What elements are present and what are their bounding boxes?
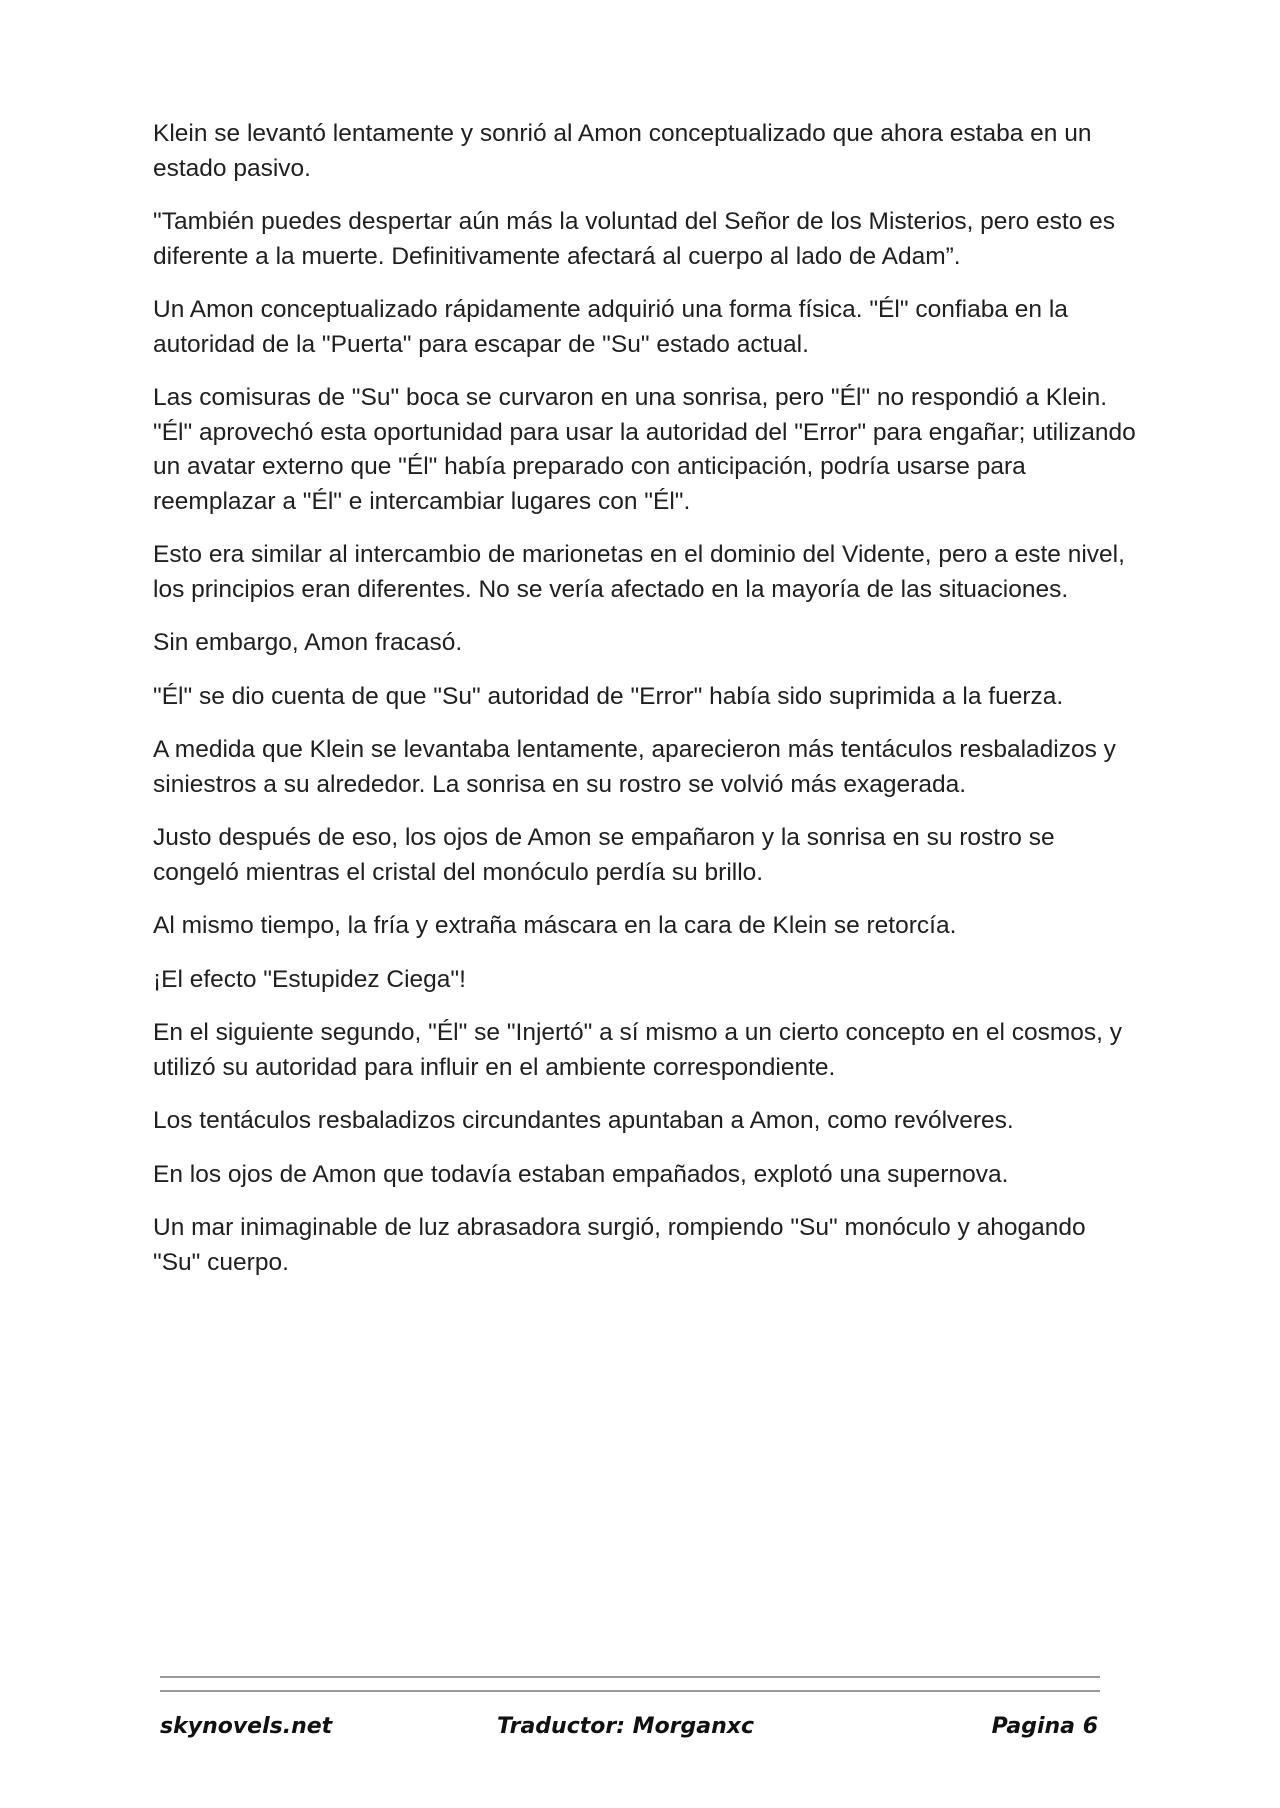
paragraph: Las comisuras de "Su" boca se curvaron en una sonrisa, pero "Él" no respondió a Klein. "Él" aprovechó esta oportunidad para usar la autoridad del "Error" para engañar; utilizando un avatar externo que "Él" había preparado con anticipación, podría usarse para reemplazar a "Él" e intercambiar lugares con "Él". bbox=[153, 384, 1136, 515]
footer-divider-top bbox=[160, 1676, 1100, 1678]
paragraph: "Él" se dio cuenta de que "Su" autoridad de "Error" había sido suprimida a la fuerza. bbox=[153, 682, 1064, 710]
paragraph: Justo después de eso, los ojos de Amon se empañaron y la sonrisa en su rostro se congeló mientras el cristal del monóculo perdía su brillo. bbox=[153, 824, 1055, 886]
paragraph: ¡El efecto "Estupidez Ciega"! bbox=[153, 965, 466, 993]
footer-translator: Traductor: Morganxc bbox=[497, 1714, 755, 1739]
paragraph: Un Amon conceptualizado rápidamente adquirió una forma física. "Él" confiaba en la autoridad de la "Puerta" para escapar de "Su" estado actual. bbox=[153, 296, 1068, 358]
footer-divider-bottom bbox=[160, 1690, 1100, 1692]
paragraph: Un mar inimaginable de luz abrasadora surgió, rompiendo "Su" monóculo y ahogando "Su" cuerpo. bbox=[153, 1214, 1086, 1276]
chapter-body bbox=[153, 117, 1138, 1299]
footer-site: skynovels.net bbox=[160, 1714, 333, 1739]
paragraph: Esto era similar al intercambio de marionetas en el dominio del Vidente, pero a este nivel, los principios eran diferentes. No se vería afectado en la mayoría de las situaciones. bbox=[153, 541, 1125, 603]
paragraph: Klein se levantó lentamente y sonrió al Amon conceptualizado que ahora estaba en un estado pasivo. bbox=[153, 120, 1092, 182]
paragraph: En los ojos de Amon que todavía estaban empañados, explotó una supernova. bbox=[153, 1160, 1009, 1188]
paragraph: Los tentáculos resbaladizos circundantes apuntaban a Amon, como revólveres. bbox=[153, 1107, 1014, 1134]
paragraph: A medida que Klein se levantaba lentamente, aparecieron más tentáculos resbaladizos y siniestros a su alrededor. La sonrisa en su rostro se volvió más exagerada. bbox=[153, 736, 1116, 798]
paragraph: Al mismo tiempo, la fría y extraña máscara en la cara de Klein se retorcía. bbox=[153, 912, 957, 939]
paragraph: Sin embargo, Amon fracasó. bbox=[153, 629, 463, 656]
paragraph: "También puedes despertar aún más la voluntad del Señor de los Misterios, pero esto es diferente a la muerte. Definitivamente afectará al cuerpo al lado de Adam”. bbox=[153, 208, 1116, 270]
paragraph: En el siguiente segundo, "Él" se "Injertó" a sí mismo a un cierto concepto en el cosmos, y utilizó su autoridad para influir en el ambiente correspondiente. bbox=[153, 1019, 1123, 1081]
footer-page-number: Pagina 6 bbox=[991, 1714, 1098, 1739]
